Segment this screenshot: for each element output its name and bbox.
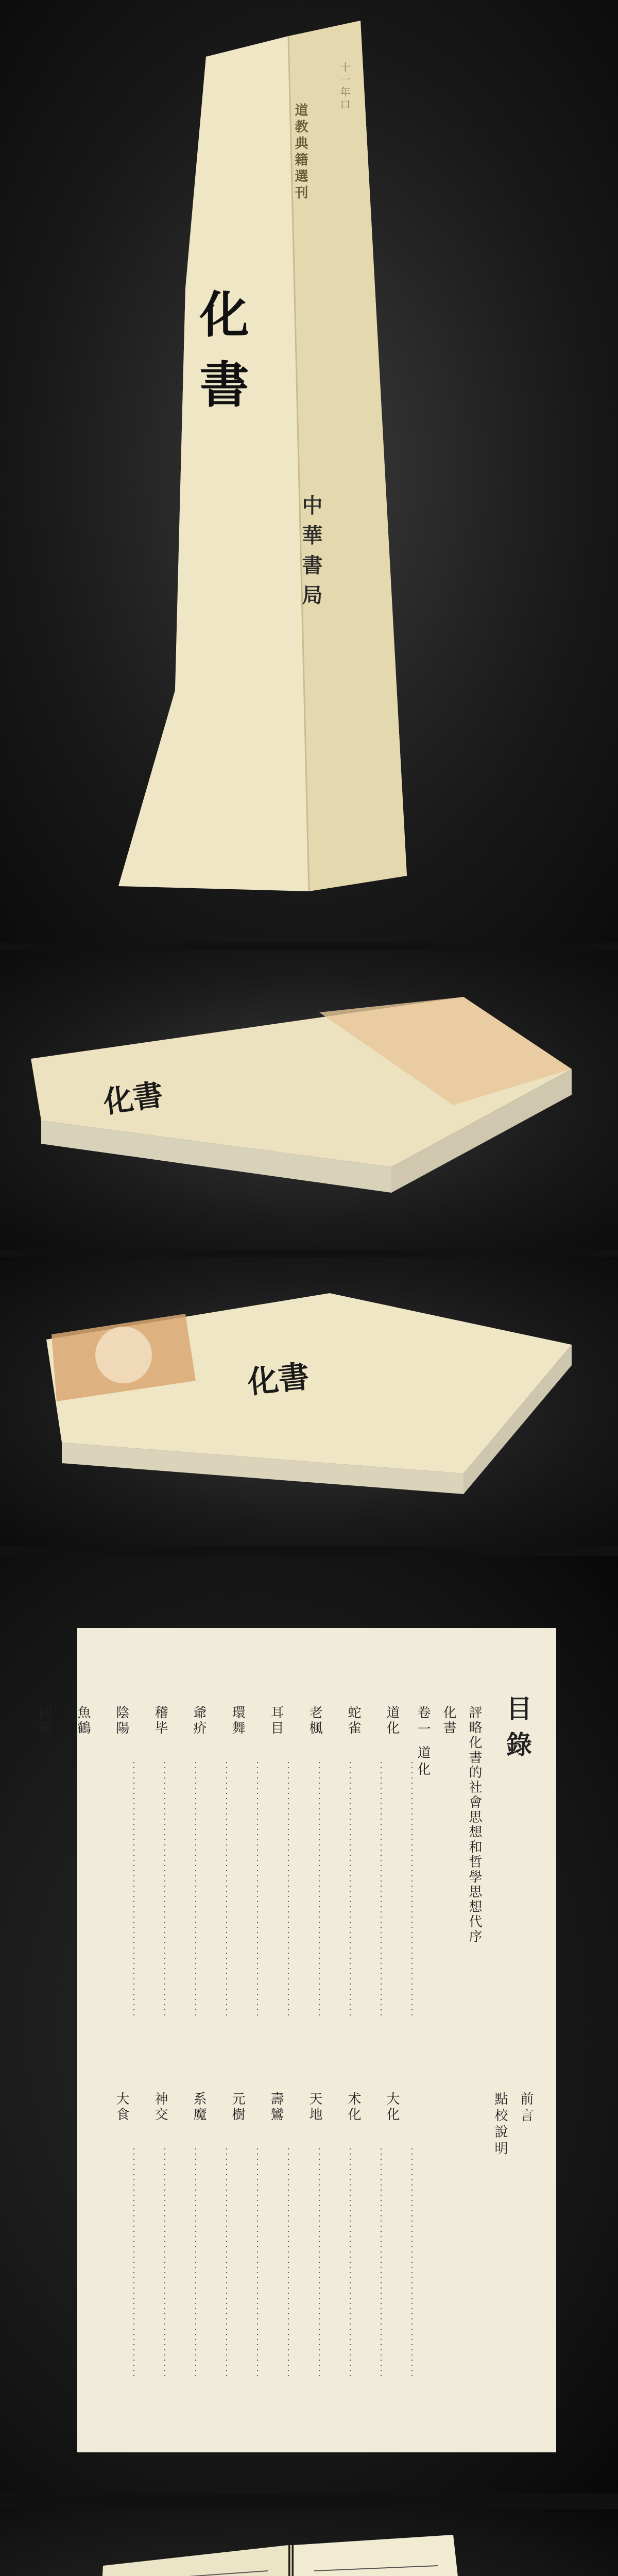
toc-entry: 大食 [114,2092,129,2123]
toc-front-item-preface: 前言 [518,2092,534,2125]
toc-section-label: 卷一 道化 [415,1705,431,1779]
spine-handwritten-note: 十一年口 [338,62,351,111]
toc-entry: 蛇雀 [346,1705,361,1736]
toc-entry: 老楓 [307,1705,322,1736]
toc-entry: 道化 [384,1705,400,1736]
photo-spine [0,0,618,943]
toc-heading: 目錄 [502,1695,533,1767]
toc-entry: 神交 [152,2092,168,2123]
toc-entry: 環舞 [230,1705,245,1736]
spine-publisher: 中華書局 [299,495,323,614]
toc-entry: 耳目 [268,1705,284,1736]
toc-entry: 大化 [384,2092,400,2123]
photo-book-angled-1 [0,951,618,1249]
toc-front-right-2: 化書 [441,1705,456,1735]
spine-series-text: 道教典籍選刊 [293,103,308,202]
toc-entry: 魚鶴 [75,1705,91,1736]
toc-entry: 陰陽 [114,1705,129,1736]
toc-entry: 四鎮 [37,1705,52,1736]
photo-book-angled-2 [0,1257,618,1546]
open-book-shape-1 [0,2509,618,2576]
toc-column-b [112,2092,402,2349]
toc-front-right-1: 評略化書的社會思想和哲學思想代序 [467,1705,482,1944]
book-angled-title-1: 化書 [101,1077,165,1120]
toc-entry: 术化 [346,2092,361,2123]
book-angled-title-2: 化書 [246,1358,311,1401]
spine-title: 化書 [192,289,250,429]
toc-entry: 爺疥 [191,1705,207,1736]
toc-page [37,1628,556,2452]
toc-entry: 壽鸞 [268,2092,284,2123]
toc-entry: 元樹 [230,2092,245,2123]
toc-entry: 稽毕 [152,1705,168,1736]
toc-entry: 天地 [307,2092,322,2123]
book-angled-shape-1 [0,951,618,1249]
toc-front-item-notes: 點校說明 [492,2092,508,2158]
toc-entry: 系魔 [191,2092,207,2123]
photo-toc [0,1556,618,2494]
photo-open-book-1 [0,2509,618,2576]
book-angled-shape-2 [0,1257,618,1546]
